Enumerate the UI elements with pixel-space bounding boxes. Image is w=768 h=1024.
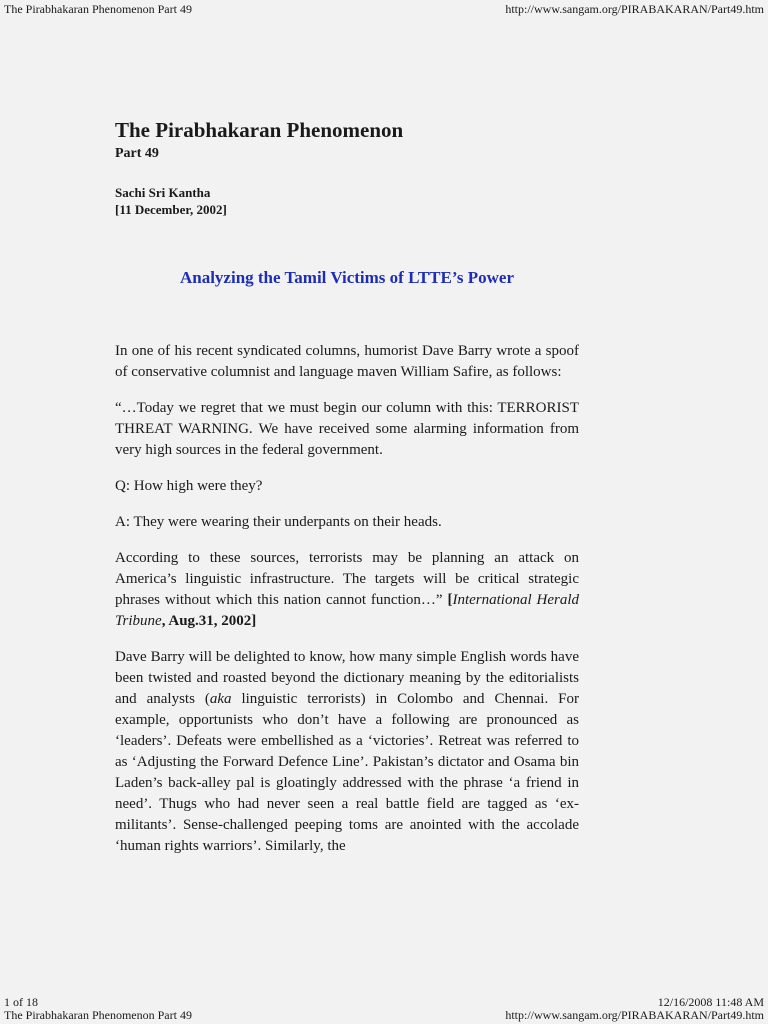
paragraph-5-text: According to these sources, terrorists may be planning an attack on America’s linguistic infrastructure. The targets will be critical strategic phrases without which this nation cannot function…” xyxy=(115,550,579,608)
print-header-url[interactable]: http://www.sangam.org/PIRABAKARAN/Part49.htm xyxy=(505,2,764,16)
paragraph-6-text-a: Dave Barry will be delighted to know, how many simple English words have been twisted and roasted beyond the dictionary meaning by the editorialists and analysts ( xyxy=(115,649,579,707)
page-count: 1 of 18 xyxy=(4,995,38,1009)
byline xyxy=(115,184,227,218)
paragraph-3: Q: How high were they? xyxy=(115,478,263,494)
print-header-title: The Pirabhakaran Phenomenon Part 49 xyxy=(4,2,192,16)
print-footer-url[interactable]: http://www.sangam.org/PIRABAKARAN/Part49.htm xyxy=(505,1008,764,1022)
paragraph-2: “…Today we regret that we must begin our column with this: TERRORIST THREAT WARNING. We have received some alarming information from very high sources in the federal government. xyxy=(115,400,579,458)
article-body xyxy=(115,341,579,872)
paragraph-6 xyxy=(115,647,579,857)
article-subtitle: Analyzing the Tamil Victims of LTTE’s Power xyxy=(179,268,515,287)
print-footer xyxy=(4,1008,764,1022)
publish-date: [11 December, 2002] xyxy=(115,202,227,217)
print-footer-meta xyxy=(4,995,764,1009)
paragraph-4: A: They were wearing their underpants on their heads. xyxy=(115,514,442,530)
print-timestamp: 12/16/2008 11:48 AM xyxy=(657,995,764,1009)
page-title: The Pirabhakaran Phenomenon xyxy=(115,118,404,142)
part-number: Part 49 xyxy=(115,146,159,161)
citation-open: [ xyxy=(447,592,453,608)
paragraph-5 xyxy=(115,548,579,632)
citation-date: , Aug.31, 2002] xyxy=(161,613,257,629)
paragraph-6-text-b: linguistic terrorists) in Colombo and Chennai. For example, opportunists who don’t have a following are pronounced as ‘leaders’. Defeats were embellished as a ‘victories’. Retreat was referred to as ‘Adjusting the Forward Defence Line’. Pakistan’s dictator and Osama bin Laden’s back-alley pal is gloatingly addressed with the phrase ‘a friend in need’. Thugs who had never seen a real battle field are tagged as ‘ex-militants’. Sense-challenged peeping toms are anointed with the accolade ‘human rights warriors’. Similarly, the xyxy=(115,691,579,854)
citation-source: International Herald Tribune xyxy=(115,592,580,629)
author-name: Sachi Sri Kantha xyxy=(115,185,211,200)
print-footer-title: The Pirabhakaran Phenomenon Part 49 xyxy=(4,1008,192,1022)
print-header xyxy=(4,2,764,16)
paragraph-6-aka: aka xyxy=(209,691,232,707)
paragraph-1: In one of his recent syndicated columns, humorist Dave Barry wrote a spoof of conservative columnist and language maven William Safire, as follows: xyxy=(115,343,579,380)
